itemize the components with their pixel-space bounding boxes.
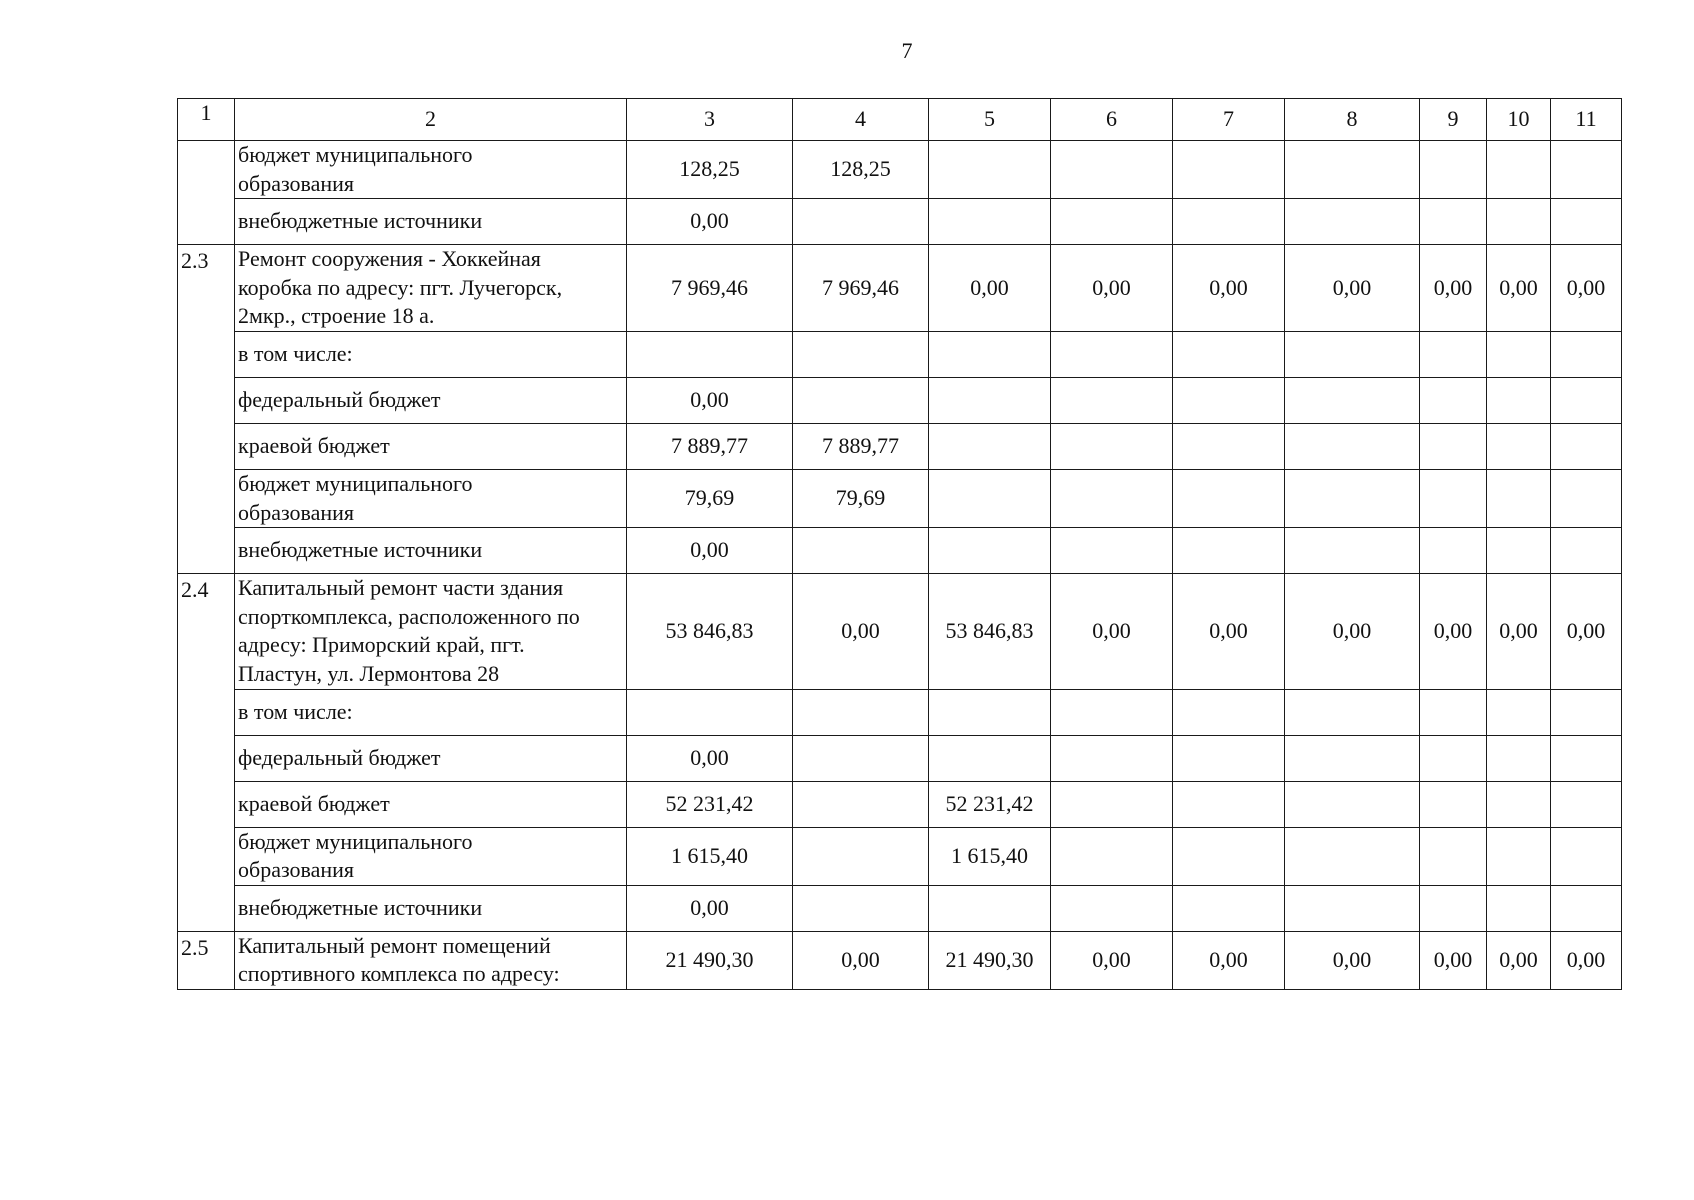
value-cell: 7 889,77 xyxy=(627,423,793,469)
value-cell xyxy=(1051,199,1173,245)
item-number-cell xyxy=(178,141,235,245)
value-cell xyxy=(1051,735,1173,781)
value-cell: 0,00 xyxy=(793,931,929,989)
value-cell xyxy=(1051,377,1173,423)
description-cell: в том числе: xyxy=(235,689,627,735)
table-row xyxy=(178,141,1622,199)
table-row xyxy=(178,931,1622,989)
value-cell xyxy=(1051,885,1173,931)
value-cell xyxy=(1551,469,1622,527)
value-cell: 0,00 xyxy=(1551,931,1622,989)
value-cell xyxy=(1551,377,1622,423)
description-cell: краевой бюджет xyxy=(235,423,627,469)
value-cell: 0,00 xyxy=(1285,931,1420,989)
value-cell xyxy=(1420,199,1487,245)
value-cell xyxy=(1420,331,1487,377)
value-cell xyxy=(1487,781,1551,827)
value-cell xyxy=(1551,735,1622,781)
value-cell xyxy=(1173,528,1285,574)
value-cell: 0,00 xyxy=(1487,245,1551,332)
value-cell xyxy=(1487,735,1551,781)
column-header: 1 xyxy=(178,99,235,141)
value-cell xyxy=(929,735,1051,781)
description-cell: федеральный бюджет xyxy=(235,377,627,423)
table-row xyxy=(178,781,1622,827)
value-cell xyxy=(1285,423,1420,469)
value-cell xyxy=(1420,141,1487,199)
value-cell: 0,00 xyxy=(627,377,793,423)
value-cell xyxy=(1173,885,1285,931)
value-cell xyxy=(929,528,1051,574)
description-cell: бюджет муниципального образования xyxy=(235,469,627,527)
value-cell xyxy=(1173,781,1285,827)
value-cell xyxy=(1285,377,1420,423)
column-header: 4 xyxy=(793,99,929,141)
value-cell xyxy=(1173,423,1285,469)
value-cell: 128,25 xyxy=(793,141,929,199)
value-cell xyxy=(1051,781,1173,827)
value-cell xyxy=(793,199,929,245)
value-cell: 0,00 xyxy=(627,735,793,781)
value-cell xyxy=(929,469,1051,527)
description-cell: федеральный бюджет xyxy=(235,735,627,781)
value-cell xyxy=(1420,528,1487,574)
value-cell: 53 846,83 xyxy=(929,574,1051,689)
value-cell xyxy=(1487,885,1551,931)
table-row xyxy=(178,827,1622,885)
description-cell: внебюджетные источники xyxy=(235,885,627,931)
value-cell xyxy=(1551,781,1622,827)
table-row xyxy=(178,528,1622,574)
value-cell: 7 889,77 xyxy=(793,423,929,469)
value-cell xyxy=(1051,528,1173,574)
value-cell xyxy=(793,377,929,423)
value-cell: 0,00 xyxy=(627,199,793,245)
value-cell xyxy=(793,735,929,781)
value-cell xyxy=(1285,528,1420,574)
value-cell: 0,00 xyxy=(1051,931,1173,989)
value-cell: 0,00 xyxy=(1420,245,1487,332)
value-cell xyxy=(1285,469,1420,527)
column-header: 6 xyxy=(1051,99,1173,141)
table-row xyxy=(178,199,1622,245)
value-cell xyxy=(929,199,1051,245)
value-cell: 0,00 xyxy=(1420,574,1487,689)
value-cell: 0,00 xyxy=(1551,245,1622,332)
value-cell: 7 969,46 xyxy=(793,245,929,332)
value-cell xyxy=(1420,885,1487,931)
value-cell: 53 846,83 xyxy=(627,574,793,689)
value-cell xyxy=(1285,781,1420,827)
description-cell: в том числе: xyxy=(235,331,627,377)
value-cell xyxy=(1420,781,1487,827)
value-cell: 0,00 xyxy=(1051,574,1173,689)
value-cell xyxy=(1173,141,1285,199)
value-cell: 21 490,30 xyxy=(627,931,793,989)
value-cell xyxy=(1051,827,1173,885)
item-number-cell: 2.5 xyxy=(178,931,235,989)
value-cell xyxy=(929,689,1051,735)
value-cell xyxy=(929,423,1051,469)
description-cell: бюджет муниципального образования xyxy=(235,141,627,199)
description-cell: Капитальный ремонт части здания спорткомплекса, расположенного по адресу: Приморский край, пгт. Пластун, ул. Лермонтова 28 xyxy=(235,574,627,689)
value-cell xyxy=(1173,827,1285,885)
table-row xyxy=(178,331,1622,377)
value-cell xyxy=(1487,331,1551,377)
value-cell xyxy=(1051,469,1173,527)
value-cell xyxy=(1551,141,1622,199)
value-cell xyxy=(793,689,929,735)
table-row xyxy=(178,735,1622,781)
value-cell xyxy=(1285,885,1420,931)
value-cell xyxy=(1487,199,1551,245)
value-cell xyxy=(1285,141,1420,199)
value-cell xyxy=(1487,689,1551,735)
table-row xyxy=(178,469,1622,527)
value-cell xyxy=(793,528,929,574)
value-cell: 0,00 xyxy=(627,528,793,574)
value-cell xyxy=(1173,469,1285,527)
value-cell xyxy=(1420,827,1487,885)
value-cell: 0,00 xyxy=(1173,931,1285,989)
value-cell: 1 615,40 xyxy=(929,827,1051,885)
value-cell: 0,00 xyxy=(1285,574,1420,689)
value-cell: 0,00 xyxy=(1420,931,1487,989)
value-cell xyxy=(1051,689,1173,735)
value-cell: 0,00 xyxy=(1285,245,1420,332)
value-cell xyxy=(1420,735,1487,781)
value-cell xyxy=(1173,377,1285,423)
value-cell: 79,69 xyxy=(793,469,929,527)
value-cell xyxy=(1487,141,1551,199)
value-cell xyxy=(793,331,929,377)
value-cell xyxy=(1420,423,1487,469)
description-cell: внебюджетные источники xyxy=(235,199,627,245)
value-cell: 0,00 xyxy=(1173,245,1285,332)
value-cell xyxy=(1285,199,1420,245)
value-cell: 0,00 xyxy=(627,885,793,931)
value-cell xyxy=(1051,141,1173,199)
value-cell: 1 615,40 xyxy=(627,827,793,885)
page-number: 7 xyxy=(901,38,913,63)
value-cell xyxy=(1551,199,1622,245)
value-cell xyxy=(793,885,929,931)
table-row xyxy=(178,885,1622,931)
value-cell: 0,00 xyxy=(1051,245,1173,332)
value-cell xyxy=(929,331,1051,377)
table-header-row xyxy=(178,99,1622,141)
value-cell xyxy=(627,689,793,735)
item-number-cell: 2.4 xyxy=(178,574,235,932)
column-header: 2 xyxy=(235,99,627,141)
value-cell xyxy=(1551,885,1622,931)
column-header: 3 xyxy=(627,99,793,141)
value-cell xyxy=(1285,735,1420,781)
column-header: 8 xyxy=(1285,99,1420,141)
value-cell xyxy=(1551,423,1622,469)
value-cell: 21 490,30 xyxy=(929,931,1051,989)
table-row xyxy=(178,377,1622,423)
table-row xyxy=(178,423,1622,469)
description-cell: бюджет муниципального образования xyxy=(235,827,627,885)
value-cell: 7 969,46 xyxy=(627,245,793,332)
value-cell: 52 231,42 xyxy=(627,781,793,827)
value-cell: 79,69 xyxy=(627,469,793,527)
value-cell xyxy=(793,781,929,827)
description-cell: внебюджетные источники xyxy=(235,528,627,574)
value-cell xyxy=(1551,827,1622,885)
value-cell: 0,00 xyxy=(1551,574,1622,689)
item-number-cell: 2.3 xyxy=(178,245,235,574)
value-cell xyxy=(793,827,929,885)
value-cell: 0,00 xyxy=(1487,931,1551,989)
description-cell: Ремонт сооружения - Хоккейная коробка по адресу: пгт. Лучегорск, 2мкр., строение 18 а. xyxy=(235,245,627,332)
value-cell xyxy=(1285,689,1420,735)
description-cell: Капитальный ремонт помещений спортивного комплекса по адресу: xyxy=(235,931,627,989)
value-cell: 0,00 xyxy=(929,245,1051,332)
value-cell xyxy=(1051,331,1173,377)
value-cell xyxy=(1420,377,1487,423)
value-cell xyxy=(1487,377,1551,423)
value-cell xyxy=(1173,689,1285,735)
value-cell: 0,00 xyxy=(1487,574,1551,689)
value-cell xyxy=(1487,827,1551,885)
value-cell xyxy=(627,331,793,377)
value-cell xyxy=(929,377,1051,423)
value-cell xyxy=(929,141,1051,199)
budget-table xyxy=(177,98,1622,990)
column-header: 10 xyxy=(1487,99,1551,141)
value-cell: 128,25 xyxy=(627,141,793,199)
value-cell xyxy=(1173,735,1285,781)
value-cell: 52 231,42 xyxy=(929,781,1051,827)
column-header: 11 xyxy=(1551,99,1622,141)
value-cell: 0,00 xyxy=(793,574,929,689)
value-cell xyxy=(1051,423,1173,469)
column-header: 9 xyxy=(1420,99,1487,141)
value-cell xyxy=(1487,528,1551,574)
column-header: 7 xyxy=(1173,99,1285,141)
value-cell xyxy=(1551,331,1622,377)
table-body xyxy=(178,99,1622,990)
description-cell: краевой бюджет xyxy=(235,781,627,827)
value-cell xyxy=(1487,469,1551,527)
value-cell xyxy=(1173,199,1285,245)
value-cell xyxy=(1420,689,1487,735)
column-header: 5 xyxy=(929,99,1051,141)
value-cell xyxy=(1551,689,1622,735)
value-cell xyxy=(1285,827,1420,885)
value-cell xyxy=(1420,469,1487,527)
table-row xyxy=(178,689,1622,735)
value-cell xyxy=(1487,423,1551,469)
value-cell xyxy=(1285,331,1420,377)
value-cell xyxy=(929,885,1051,931)
table-row xyxy=(178,574,1622,689)
value-cell xyxy=(1551,528,1622,574)
value-cell xyxy=(1173,331,1285,377)
value-cell: 0,00 xyxy=(1173,574,1285,689)
table-row xyxy=(178,245,1622,332)
